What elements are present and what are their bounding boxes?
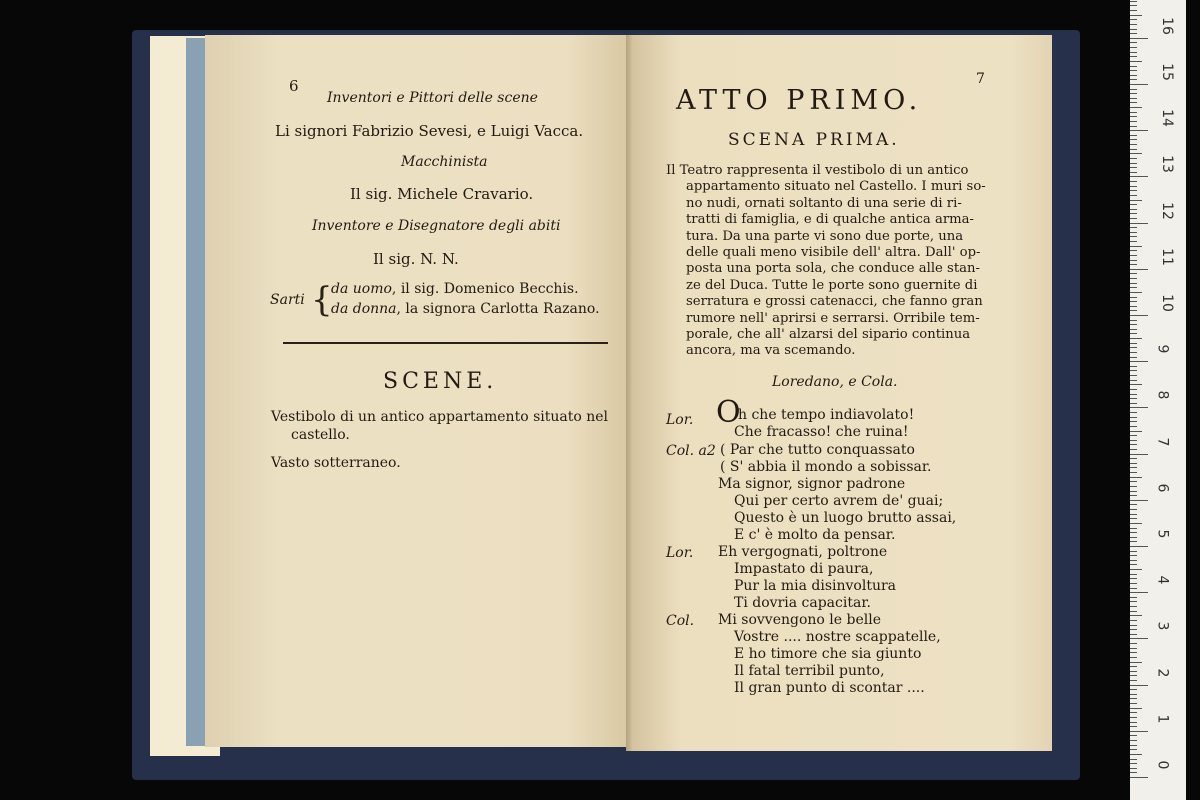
ruler-tick	[1130, 569, 1142, 570]
ruler-tick	[1130, 749, 1137, 750]
stage-description	[666, 163, 986, 360]
ruler-tick	[1130, 680, 1137, 681]
ruler-tick	[1130, 301, 1137, 302]
speaker-label: Col.	[666, 613, 695, 629]
ruler-tick	[1130, 417, 1137, 418]
desc-line: delle quali meno visibile dell' altra. Dall' op-	[686, 245, 981, 261]
ruler-tick	[1130, 634, 1137, 635]
ruler-tick	[1130, 283, 1137, 284]
dialogue-line: ( Par che tutto conquassato	[720, 442, 915, 458]
ruler-tick	[1130, 407, 1148, 408]
ruler-tick	[1130, 495, 1137, 496]
ruler-tick	[1130, 163, 1137, 164]
ruler-tick	[1130, 121, 1137, 122]
ruler-tick	[1130, 250, 1137, 251]
dialogue-line: Ma signor, signor padrone	[718, 476, 906, 492]
ruler-tick	[1130, 735, 1137, 736]
ruler-number: 6	[1154, 483, 1171, 493]
ruler-tick	[1130, 643, 1137, 644]
ruler-number: 8	[1154, 390, 1171, 400]
ruler-number: 3	[1154, 621, 1171, 631]
dialogue-line: Che fracasso! che ruina!	[734, 424, 909, 440]
ruler-tick	[1130, 768, 1137, 769]
ruler-tick	[1130, 486, 1137, 487]
ruler-tick	[1130, 615, 1142, 616]
right-page	[632, 35, 1052, 751]
ruler-tick	[1130, 102, 1137, 103]
heading-costume-designer: Inventore e Disegnatore degli abiti	[312, 218, 561, 234]
desc-line: posta una porta sola, che conduce alle stan-	[686, 261, 980, 277]
ruler-tick	[1130, 329, 1137, 330]
ruler-tick	[1130, 269, 1148, 270]
dialogue-line: E ho timore che sia giunto	[734, 646, 922, 662]
ruler-tick	[1130, 338, 1142, 339]
ruler-tick	[1130, 685, 1148, 686]
ruler-tick	[1130, 657, 1137, 658]
ruler-tick	[1130, 491, 1137, 492]
ruler-number: 7	[1154, 437, 1171, 447]
names-scene-painters: Li signori Fabrizio Sevesi, e Luigi Vacca.	[275, 122, 584, 140]
ruler-tick	[1130, 731, 1148, 732]
names-costume-designer: Il sig. N. N.	[373, 250, 459, 268]
speaker-label: Lor.	[666, 412, 694, 428]
ruler-tick	[1130, 320, 1137, 321]
ruler-tick	[1130, 352, 1137, 353]
scene-heading: SCENE.	[383, 369, 498, 394]
sarti-men-name: , il sig. Domenico Becchis.	[391, 281, 579, 297]
ruler-tick	[1130, 481, 1137, 482]
ruler-tick	[1130, 426, 1137, 427]
ruler-tick	[1130, 149, 1137, 150]
ruler-tick	[1130, 440, 1137, 441]
ruler-tick	[1130, 278, 1137, 279]
ruler-tick	[1130, 754, 1142, 755]
ruler-tick	[1130, 126, 1137, 127]
desc-line: rumore nell' aprirsi e serrarsi. Orribile tem-	[686, 310, 980, 326]
dialogue-line: E c' è molto da pensar.	[734, 527, 896, 543]
ruler-tick	[1130, 255, 1137, 256]
scene-title: SCENA PRIMA.	[728, 130, 900, 150]
ruler-tick	[1130, 75, 1137, 76]
dialogue-line: Il gran punto di scontar ....	[734, 680, 925, 696]
dialogue-line: Ti dovria capacitar.	[734, 595, 871, 611]
sarti-women	[331, 301, 600, 317]
ruler-tick	[1130, 310, 1137, 311]
dialogue-line: Questo è un luogo brutto assai,	[734, 510, 957, 526]
ruler-number: 2	[1154, 668, 1171, 678]
ruler-number: 13	[1158, 155, 1175, 174]
ruler-tick	[1130, 703, 1137, 704]
ruler-tick	[1130, 260, 1137, 261]
ruler-tick	[1130, 89, 1137, 90]
ruler-number: 0	[1154, 760, 1171, 770]
ruler-tick	[1130, 172, 1137, 173]
ruler-tick	[1130, 625, 1137, 626]
ruler-tick	[1130, 24, 1137, 25]
ruler-tick	[1130, 514, 1137, 515]
ruler-tick	[1130, 61, 1142, 62]
ruler-tick	[1130, 223, 1148, 224]
dialogue-line: h che tempo indiavolato!	[738, 407, 915, 423]
ruler-tick	[1130, 394, 1137, 395]
dialogue-line: Il fatal terribil punto,	[734, 663, 885, 679]
ruler-tick	[1130, 79, 1137, 80]
ruler-tick	[1130, 241, 1137, 242]
ruler-tick	[1130, 458, 1137, 459]
ruler-tick	[1130, 472, 1137, 473]
scene-1-line-1: Vestibolo di un antico appartamento situato nel	[271, 409, 609, 425]
ruler-tick	[1130, 167, 1137, 168]
ruler-tick	[1130, 130, 1148, 131]
ruler-tick	[1130, 47, 1137, 48]
ruler-tick	[1130, 186, 1137, 187]
ruler-tick	[1130, 116, 1137, 117]
desc-line: ze del Duca. Tutte le porte sono guernite di	[686, 277, 978, 293]
ruler-tick	[1130, 56, 1137, 57]
ruler-tick	[1130, 528, 1137, 529]
ruler-tick	[1130, 694, 1137, 695]
ruler-tick	[1130, 500, 1148, 501]
ruler-tick	[1130, 537, 1137, 538]
speaker-label: Col. a2	[666, 443, 716, 459]
sarti-men	[331, 281, 579, 297]
ruler-tick	[1130, 689, 1137, 690]
desc-line: tratti di famiglia, e di qualche antica arma-	[686, 212, 974, 228]
ruler-tick	[1130, 712, 1137, 713]
ruler-tick	[1130, 29, 1137, 30]
ruler-tick	[1130, 324, 1137, 325]
ruler-tick	[1130, 532, 1137, 533]
ruler-tick	[1130, 246, 1142, 247]
ruler-tick	[1130, 662, 1142, 663]
ruler-tick	[1130, 671, 1137, 672]
desc-line: appartamento situato nel Castello. I muri so-	[686, 179, 986, 195]
ruler-tick	[1130, 403, 1137, 404]
sarti-women-role: da donna	[331, 301, 397, 317]
ruler-tick	[1130, 389, 1137, 390]
ruler-tick	[1130, 209, 1137, 210]
ruler-tick	[1130, 107, 1142, 108]
ruler-tick	[1130, 717, 1137, 718]
ruler-tick	[1130, 722, 1137, 723]
ruler-tick	[1130, 454, 1148, 455]
desc-line: ancora, ma va scemando.	[686, 343, 856, 359]
ruler-tick	[1130, 592, 1148, 593]
page-number: 7	[976, 71, 985, 87]
names-machinist: Il sig. Michele Cravario.	[350, 185, 534, 203]
ruler-tick	[1130, 601, 1137, 602]
ruler-tick	[1130, 463, 1137, 464]
ruler-tick	[1130, 708, 1142, 709]
ruler-tick	[1130, 1, 1137, 2]
ruler-tick	[1130, 195, 1137, 196]
ruler-tick	[1130, 232, 1137, 233]
ruler-tick	[1130, 777, 1148, 778]
desc-line: porale, che all' alzarsi del sipario continua	[686, 327, 971, 343]
ruler-tick	[1130, 38, 1148, 39]
ruler-tick	[1130, 70, 1137, 71]
ruler-tick	[1130, 380, 1137, 381]
ruler-tick	[1130, 504, 1137, 505]
ruler-tick	[1130, 435, 1137, 436]
ruler-tick	[1130, 384, 1142, 385]
heading-machinist: Macchinista	[401, 154, 488, 170]
characters-line: Loredano, e Cola.	[772, 374, 898, 390]
ruler-tick	[1130, 611, 1137, 612]
left-page	[205, 35, 628, 747]
ruler-tick	[1130, 541, 1137, 542]
ruler-tick	[1130, 10, 1137, 11]
ruler-tick	[1130, 135, 1137, 136]
ruler-number: 16	[1158, 16, 1175, 35]
ruler-number: 12	[1158, 201, 1175, 220]
ruler-tick	[1130, 315, 1148, 316]
desc-line: serratura e grossi catenacci, che fanno gran	[686, 294, 983, 310]
desc-line: tura. Da una parte vi sono due porte, una	[686, 228, 964, 244]
ruler-tick	[1130, 578, 1137, 579]
ruler-tick	[1130, 227, 1137, 228]
ruler-tick	[1130, 620, 1137, 621]
ruler-tick	[1130, 264, 1137, 265]
speaker-label: Lor.	[666, 545, 694, 561]
ruler-tick	[1130, 176, 1148, 177]
ruler-number: 15	[1158, 63, 1175, 81]
ruler-tick	[1130, 444, 1137, 445]
ruler-tick	[1130, 509, 1137, 510]
ruler-tick	[1130, 333, 1137, 334]
ruler-tick	[1130, 546, 1148, 547]
ruler-tick	[1130, 273, 1137, 274]
ruler-tick	[1130, 523, 1142, 524]
page-number: 6	[289, 77, 299, 95]
ruler-tick	[1130, 98, 1137, 99]
ruler-tick	[1130, 42, 1137, 43]
ruler-tick	[1130, 158, 1137, 159]
ruler-tick	[1130, 398, 1137, 399]
ruler-number: 9	[1154, 344, 1171, 354]
ruler-tick	[1130, 726, 1137, 727]
ruler-tick	[1130, 551, 1137, 552]
ruler-tick	[1130, 200, 1142, 201]
ruler-tick	[1130, 84, 1148, 85]
ruler-tick	[1130, 555, 1137, 556]
ruler-tick	[1130, 236, 1137, 237]
scene-1-line-2: castello.	[291, 427, 350, 443]
ruler-tick	[1130, 652, 1137, 653]
ruler-tick	[1130, 112, 1137, 113]
ruler-tick	[1130, 412, 1137, 413]
ruler-tick	[1130, 449, 1137, 450]
ruler-tick	[1130, 629, 1137, 630]
ruler-tick	[1130, 218, 1137, 219]
ruler-tick	[1130, 139, 1137, 140]
ruler-tick	[1130, 648, 1137, 649]
ruler-tick	[1130, 33, 1137, 34]
ruler-tick	[1130, 597, 1137, 598]
ruler-tick	[1130, 190, 1137, 191]
ruler-tick	[1130, 574, 1137, 575]
ruler-tick	[1130, 518, 1137, 519]
brace: {	[311, 280, 333, 320]
ruler-tick	[1130, 15, 1142, 16]
ruler-tick	[1130, 297, 1137, 298]
sarti-women-name: , la signora Carlotta Razano.	[396, 301, 600, 317]
ruler-tick	[1130, 153, 1142, 154]
desc-line: no nudi, ornati soltanto di una serie di ri-	[686, 195, 962, 211]
dialogue-line: Qui per certo avrem de' guai;	[734, 493, 944, 509]
ruler-tick	[1130, 675, 1137, 676]
ruler-tick	[1130, 181, 1137, 182]
dialogue-line: Mi sovvengono le belle	[718, 612, 881, 628]
ruler-tick	[1130, 560, 1137, 561]
ruler-tick	[1130, 588, 1137, 589]
ruler-tick	[1130, 698, 1137, 699]
ruler-tick	[1130, 19, 1137, 20]
sarti-label: Sarti	[270, 292, 305, 308]
ruler-tick	[1130, 357, 1137, 358]
ruler-tick	[1130, 144, 1137, 145]
ruler-tick	[1130, 5, 1137, 6]
desc-line: Il Teatro rappresenta il vestibolo di un antico	[666, 163, 969, 178]
measuring-ruler	[1130, 0, 1186, 800]
scene-2: Vasto sotterraneo.	[271, 455, 401, 471]
ruler-number: 14	[1158, 109, 1175, 128]
ruler-tick	[1130, 93, 1137, 94]
ruler-tick	[1130, 204, 1137, 205]
dialogue-line: Vostre .... nostre scappatelle,	[734, 629, 941, 645]
ruler-tick	[1130, 745, 1137, 746]
ruler-number: 10	[1158, 294, 1175, 312]
drop-cap: O	[716, 395, 741, 430]
divider-rule	[283, 342, 608, 344]
ruler-tick	[1130, 740, 1137, 741]
ruler-tick	[1130, 638, 1148, 639]
dialogue-line: Pur la mia disinvoltura	[734, 578, 897, 594]
ruler-tick	[1130, 477, 1142, 478]
ruler-tick	[1130, 467, 1137, 468]
ruler-tick	[1130, 606, 1137, 607]
heading-scene-painters: Inventori e Pittori delle scene	[327, 90, 538, 106]
ruler-tick	[1130, 347, 1137, 348]
ruler-tick	[1130, 52, 1137, 53]
ruler-tick	[1130, 213, 1137, 214]
ruler-tick	[1130, 287, 1137, 288]
ruler-tick	[1130, 370, 1137, 371]
ruler-number: 11	[1158, 247, 1175, 266]
ruler-number: 5	[1154, 529, 1171, 539]
dialogue-line: Eh vergognati, poltrone	[718, 544, 888, 560]
sarti-men-role: da uomo	[331, 281, 392, 297]
ruler-tick	[1130, 583, 1137, 584]
ruler-tick	[1130, 306, 1137, 307]
ruler-tick	[1130, 292, 1142, 293]
act-title: ATTO PRIMO.	[676, 85, 923, 116]
ruler-tick	[1130, 361, 1148, 362]
ruler-number: 1	[1154, 714, 1171, 724]
ruler-tick	[1130, 421, 1137, 422]
ruler-tick	[1130, 763, 1137, 764]
ruler-tick	[1130, 564, 1137, 565]
ruler-tick	[1130, 666, 1137, 667]
ruler-tick	[1130, 759, 1137, 760]
dialogue-line: Impastato di paura,	[734, 561, 874, 577]
ruler-tick	[1130, 375, 1137, 376]
ruler-tick	[1130, 366, 1137, 367]
dialogue-line: ( S' abbia il mondo a sobissar.	[720, 459, 932, 475]
ruler-tick	[1130, 772, 1137, 773]
ruler-number: 4	[1154, 575, 1171, 585]
ruler-tick	[1130, 343, 1137, 344]
ruler-tick	[1130, 66, 1137, 67]
ruler-tick	[1130, 431, 1142, 432]
